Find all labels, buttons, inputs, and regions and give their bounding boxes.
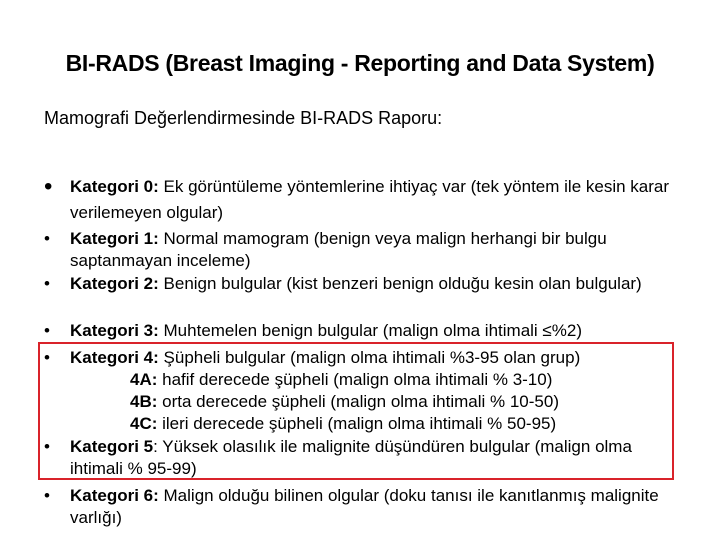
- category-label: Kategori 0:: [70, 177, 159, 196]
- category-description: Şüpheli bulgular (malign olma ihtimali %3-95 olan grup): [158, 348, 581, 367]
- category-label: Kategori 2:: [70, 274, 159, 293]
- category-label: Kategori 6:: [70, 486, 159, 505]
- subcategory-description: orta derecede şüpheli (malign olma ihtimali % 10-50): [157, 392, 559, 411]
- category-label: Kategori 3:: [70, 321, 159, 340]
- subcategory-code: 4A:: [130, 370, 158, 389]
- bullet-icon: •: [44, 229, 50, 248]
- bullet-icon: •: [44, 274, 50, 293]
- bullet-icon: •: [44, 173, 53, 200]
- subcategory-description: hafif derecede şüpheli (malign olma ihtimali % 3-10): [157, 370, 553, 389]
- bullet-icon: •: [44, 437, 50, 456]
- category-label: Kategori 1:: [70, 229, 159, 248]
- category-label: Kategori 4:: [70, 348, 159, 367]
- category-description: : Yüksek olasılık ile malignite düşündüren bulgular (malign olma ihtimali % 95-99): [70, 437, 632, 478]
- bullet-icon: •: [44, 321, 50, 340]
- category-description: Benign bulgular (kist benzeri benign olduğu kesin olan bulgular): [158, 274, 642, 293]
- subcategory-description: ileri derecede şüpheli (malign olma ihtimali % 50-95): [157, 414, 557, 433]
- category-description: Muhtemelen benign bulgular (malign olma ihtimali ≤%2): [158, 321, 582, 340]
- highlight-box: [38, 342, 674, 480]
- category-description: Malign olduğu bilinen olgular (doku tanısı ile kanıtlanmış malignite varlığı): [70, 486, 659, 527]
- slide-title: BI-RADS (Breast Imaging - Reporting and Data System): [65, 50, 655, 76]
- category-description: Normal mamogram (benign veya malign herhangi bir bulgu saptanmayan inceleme): [70, 229, 607, 270]
- category-label: Kategori 5: [70, 437, 154, 456]
- subcategory-code: 4C:: [130, 414, 158, 433]
- bullet-icon: •: [44, 486, 50, 505]
- bullet-icon: •: [44, 348, 50, 367]
- subcategory-code: 4B:: [130, 392, 158, 411]
- category-description: Ek görüntüleme yöntemlerine ihtiyaç var (tek yöntem ile kesin karar verilemeyen olgular): [70, 177, 670, 222]
- slide-subtitle: Mamografi Değerlendirmesinde BI-RADS Raporu:: [44, 108, 443, 128]
